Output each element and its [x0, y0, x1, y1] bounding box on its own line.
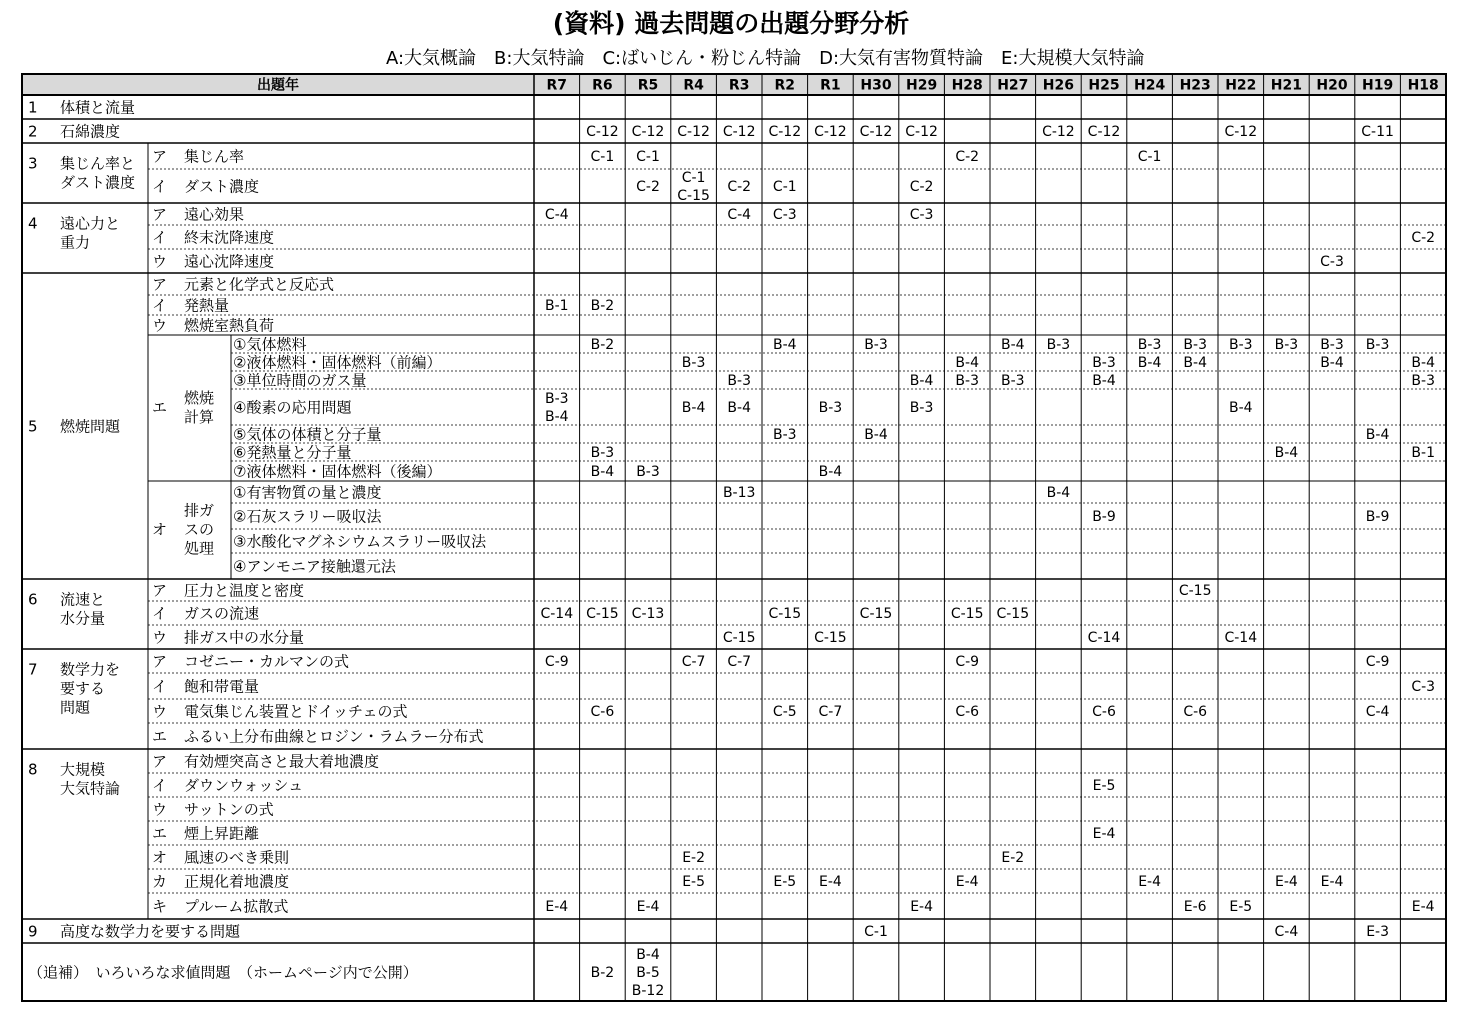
item-letter: イ	[152, 296, 168, 315]
group-number: 4	[28, 214, 38, 233]
group-name: 重力	[60, 233, 91, 252]
item-letter: ウ	[152, 316, 168, 335]
item-name: 燃焼室熱負荷	[184, 316, 275, 335]
item-name: 発熱量	[184, 296, 230, 315]
item-name: 集じん率	[184, 147, 245, 166]
cell-H20: B-3	[1320, 337, 1344, 353]
cell-H20: C-3	[1320, 254, 1344, 270]
cell-H24: B-3	[1137, 337, 1162, 353]
subject-legend: A:大気概論 B:大気特論 C:ばいじん・粉じん特論 D:大気有害物質特論 E:大規模大気特論	[386, 48, 1145, 69]
cell-H30: B-4	[864, 427, 888, 443]
header-year-R5: R5	[637, 77, 659, 94]
cell-H20: B-4	[1320, 355, 1344, 371]
header-year-H27: H27	[997, 77, 1029, 94]
group-name: 大規模	[60, 760, 106, 779]
cell-H19: C-9	[1365, 654, 1390, 670]
cell-R5: B-5	[636, 965, 660, 981]
page-title: (資料) 過去問題の出題分野分析	[552, 9, 910, 38]
cell-R7: C-14	[540, 606, 574, 622]
cell-H18: B-3	[1411, 373, 1435, 389]
cell-R6: B-3	[590, 445, 615, 461]
cell-H21: C-4	[1274, 924, 1299, 940]
sub-item-name: ②石灰スラリー吸収法	[233, 507, 382, 526]
cell-R3: C-4	[727, 207, 752, 223]
cell-H24: B-4	[1137, 355, 1162, 371]
cell-H25: B-9	[1092, 509, 1116, 525]
cell-H24: C-1	[1137, 149, 1162, 165]
cell-H28: C-9	[955, 654, 980, 670]
cell-H25: C-14	[1087, 630, 1121, 646]
header-year-H23: H23	[1179, 77, 1211, 94]
header-year-H18: H18	[1407, 77, 1439, 94]
cell-R3: C-15	[722, 630, 756, 646]
cell-R6: B-2	[590, 337, 615, 353]
cell-R4: E-2	[682, 850, 706, 866]
cell-H29: E-4	[910, 899, 934, 915]
group-name: 水分量	[60, 609, 106, 628]
header-year-H29: H29	[905, 77, 938, 94]
group-number: 7	[28, 660, 38, 679]
sub-item-name: ⑦液体燃料・固体燃料（後編）	[233, 462, 442, 481]
item-letter: ウ	[152, 628, 168, 647]
cell-R1: C-15	[814, 630, 847, 646]
sub-group-label: 排ガ	[184, 501, 215, 520]
group-number: 5	[28, 417, 38, 436]
cell-H28: C-6	[955, 704, 980, 720]
sub-item-name: ⑥発熱量と分子量	[233, 443, 352, 462]
cell-H26: B-3	[1046, 337, 1071, 353]
group-name: 石綿濃度	[60, 122, 121, 141]
item-name: サットンの式	[184, 800, 274, 819]
item-letter: キ	[152, 897, 168, 916]
cell-R3: B-13	[722, 485, 756, 501]
group-number: 3	[28, 154, 38, 173]
cell-R6: B-4	[590, 464, 615, 480]
cell-H19: E-3	[1366, 924, 1390, 940]
cell-R5: B-3	[636, 464, 660, 480]
cell-H29: B-3	[909, 400, 934, 416]
group-name: 問題	[60, 698, 91, 717]
group-name: （追補） いろいろな求値問題 （ホームページ内で公開）	[28, 963, 418, 982]
cell-R2: B-4	[773, 337, 797, 353]
header-year-H21: H21	[1270, 77, 1303, 94]
item-letter: ア	[152, 652, 168, 671]
cell-H30: C-12	[859, 124, 893, 140]
cell-H29: C-12	[905, 124, 938, 140]
header-year-R1: R1	[820, 77, 841, 94]
cell-R2: C-12	[768, 124, 802, 140]
group-number: 1	[28, 98, 38, 117]
group-name: 燃焼問題	[60, 417, 121, 436]
cell-H28: C-15	[950, 606, 984, 622]
item-name: 遠心効果	[184, 205, 245, 224]
cell-R6: B-2	[590, 965, 615, 981]
group-name: 高度な数学力を要する問題	[60, 922, 241, 941]
cell-R3: C-7	[727, 654, 752, 670]
cell-H22: C-12	[1224, 124, 1258, 140]
group-name: 大気特論	[60, 779, 121, 798]
cell-R4: C-1	[681, 170, 706, 186]
group-number: 8	[28, 760, 38, 779]
group-name: 流速と	[60, 590, 106, 609]
cell-R6: C-6	[590, 704, 615, 720]
sub-item-name: ②液体燃料・固体燃料（前編）	[233, 353, 442, 372]
group-name: 要する	[60, 679, 106, 698]
item-name: 終末沈降速度	[184, 228, 275, 247]
cell-R4: C-12	[677, 124, 710, 140]
header-year-H26: H26	[1042, 77, 1075, 94]
cell-H21: E-4	[1274, 874, 1298, 890]
cell-H24: E-4	[1138, 874, 1162, 890]
group-name: ダスト濃度	[60, 173, 136, 192]
item-name: 圧力と温度と密度	[184, 581, 305, 600]
item-name: ガスの流速	[184, 604, 260, 623]
item-name: 有効煙突高さと最大着地濃度	[184, 752, 380, 771]
item-letter: イ	[152, 228, 168, 247]
item-name: 煙上昇距離	[184, 824, 260, 843]
cell-H29: C-3	[909, 207, 934, 223]
cell-H22: C-14	[1224, 630, 1258, 646]
cell-H19: B-9	[1365, 509, 1390, 525]
cell-H25: E-5	[1092, 778, 1116, 794]
sub-group-letter: オ	[152, 520, 168, 539]
cell-H23: C-6	[1183, 704, 1208, 720]
item-letter: ア	[152, 581, 168, 600]
cell-R5: C-12	[631, 124, 665, 140]
item-letter: ア	[152, 752, 168, 771]
item-letter: イ	[152, 177, 168, 196]
item-letter: ア	[152, 275, 168, 294]
item-letter: イ	[152, 604, 168, 623]
header-year-H30: H30	[860, 77, 892, 94]
item-letter: イ	[152, 776, 168, 795]
cell-R5: C-13	[631, 606, 665, 622]
cell-R6: C-15	[586, 606, 619, 622]
cell-H22: E-5	[1229, 899, 1253, 915]
cell-H30: C-15	[859, 606, 893, 622]
cell-H20: E-4	[1320, 874, 1344, 890]
cell-R3: B-3	[727, 373, 751, 389]
cell-R4: C-15	[677, 188, 710, 204]
header-year-H19: H19	[1361, 77, 1394, 94]
cell-R5: C-2	[636, 179, 660, 195]
cell-R2: B-3	[773, 427, 797, 443]
header-year-R4: R4	[683, 77, 704, 94]
cell-R2: C-15	[768, 606, 802, 622]
item-letter: イ	[152, 677, 168, 696]
cell-H21: B-4	[1274, 445, 1299, 461]
sub-group-label: 処理	[184, 539, 215, 558]
item-letter: ウ	[152, 800, 168, 819]
header-year-label: 出題年	[257, 77, 299, 94]
group-number: 2	[28, 122, 38, 141]
cell-R5: C-1	[636, 149, 660, 165]
cell-R1: B-4	[818, 464, 843, 480]
cell-H29: B-4	[909, 373, 934, 389]
header-year-H20: H20	[1316, 77, 1348, 94]
cell-H18: C-3	[1411, 679, 1436, 695]
cell-H27: B-3	[1001, 373, 1025, 389]
item-name: 元素と化学式と反応式	[184, 275, 335, 294]
cell-R4: B-3	[681, 355, 706, 371]
header-year-H25: H25	[1088, 77, 1120, 94]
cell-H22: B-4	[1229, 400, 1253, 416]
sub-item-name: ①気体燃料	[233, 335, 307, 354]
sub-group-label: 計算	[184, 408, 215, 426]
header-year-R2: R2	[774, 77, 796, 94]
cell-H18: B-4	[1411, 355, 1435, 371]
sub-item-name: ③水酸化マグネシウムスラリー吸収法	[233, 532, 487, 551]
group-number: 9	[28, 922, 38, 941]
cell-H21: B-3	[1274, 337, 1299, 353]
cell-H28: C-2	[955, 149, 980, 165]
header-year-H24: H24	[1133, 77, 1166, 94]
cell-H27: E-2	[1001, 850, 1025, 866]
cell-H19: B-4	[1365, 427, 1390, 443]
cell-H18: E-4	[1411, 899, 1435, 915]
cell-H25: C-6	[1092, 704, 1116, 720]
cell-R1: C-12	[814, 124, 847, 140]
cell-R1: B-3	[818, 400, 843, 416]
item-letter: エ	[152, 824, 168, 843]
cell-H27: B-4	[1001, 337, 1025, 353]
cell-R5: E-4	[636, 899, 660, 915]
cell-H23: B-3	[1183, 337, 1207, 353]
cell-R7: B-3	[545, 391, 569, 407]
cell-H23: C-15	[1178, 583, 1212, 599]
cell-R7: B-4	[545, 409, 569, 425]
item-name: 電気集じん装置とドイッチェの式	[184, 702, 408, 721]
cell-R2: C-1	[772, 179, 797, 195]
item-letter: ウ	[152, 252, 168, 271]
cell-R4: C-7	[681, 654, 706, 670]
cell-H18: B-1	[1411, 445, 1435, 461]
cell-H28: E-4	[955, 874, 979, 890]
cell-R7: E-4	[545, 899, 569, 915]
item-letter: ア	[152, 147, 168, 166]
item-name: 排ガス中の水分量	[184, 628, 305, 647]
item-letter: エ	[152, 727, 168, 746]
cell-H28: B-4	[955, 355, 979, 371]
cell-H22: B-3	[1229, 337, 1253, 353]
header-year-R6: R6	[592, 77, 613, 94]
cell-R2: E-5	[773, 874, 797, 890]
item-name: ダウンウォッシュ	[184, 776, 304, 795]
sub-group-label: スの	[184, 520, 215, 539]
cell-R6: C-1	[590, 149, 615, 165]
cell-H18: C-2	[1411, 230, 1436, 246]
sub-item-name: ④酸素の応用問題	[233, 398, 352, 417]
item-letter: オ	[152, 848, 168, 867]
cell-H26: B-4	[1046, 485, 1071, 501]
group-name: 集じん率と	[60, 154, 136, 173]
cell-R3: C-2	[727, 179, 752, 195]
item-letter: ア	[152, 205, 168, 224]
cell-H25: B-3	[1092, 355, 1116, 371]
group-name: 遠心力と	[60, 214, 121, 233]
cell-R6: C-12	[586, 124, 619, 140]
item-letter: ウ	[152, 702, 168, 721]
cell-H27: C-15	[996, 606, 1030, 622]
cell-R3: B-4	[727, 400, 751, 416]
cell-H25: C-12	[1087, 124, 1121, 140]
cell-R7: C-9	[544, 654, 569, 670]
sub-item-name: ①有害物質の量と濃度	[233, 483, 382, 502]
item-name: 遠心沈降速度	[184, 252, 275, 271]
sub-item-name: ⑤気体の体積と分子量	[233, 425, 382, 444]
cell-R7: C-4	[544, 207, 569, 223]
cell-H28: B-3	[955, 373, 979, 389]
cell-R5: B-12	[631, 983, 665, 999]
cell-H26: C-12	[1042, 124, 1075, 140]
cell-H19: B-3	[1365, 337, 1390, 353]
item-name: ふるい上分布曲線とロジン・ラムラー分布式	[184, 727, 484, 746]
cell-R2: C-3	[772, 207, 797, 223]
item-name: プルーム拡散式	[184, 897, 289, 916]
header-year-H28: H28	[951, 77, 983, 94]
header-year-H22: H22	[1225, 77, 1257, 94]
cell-R4: B-4	[681, 400, 706, 416]
cell-R2: C-5	[772, 704, 797, 720]
item-name: ダスト濃度	[184, 177, 260, 196]
cell-H29: C-2	[909, 179, 934, 195]
cell-R7: B-1	[545, 298, 569, 314]
cell-H23: E-6	[1183, 899, 1207, 915]
cell-H19: C-4	[1365, 704, 1390, 720]
cell-H19: C-11	[1361, 124, 1394, 140]
group-number: 6	[28, 590, 38, 609]
header-year-R3: R3	[728, 77, 750, 94]
cell-R1: C-7	[818, 704, 843, 720]
cell-R5: B-4	[636, 947, 660, 963]
cell-H30: B-3	[864, 337, 888, 353]
group-name: 体積と流量	[60, 98, 136, 117]
header-year-R7: R7	[546, 77, 568, 94]
sub-item-name: ③単位時間のガス量	[233, 371, 367, 390]
item-name: コゼニー・カルマンの式	[184, 652, 350, 671]
sub-group-letter: エ	[152, 398, 168, 417]
group-name: 数学力を	[60, 660, 121, 679]
sub-group-label: 燃焼	[184, 389, 215, 407]
cell-R3: C-12	[722, 124, 756, 140]
cell-H25: E-4	[1092, 826, 1116, 842]
cell-H30: C-1	[864, 924, 888, 940]
cell-H23: B-4	[1183, 355, 1207, 371]
sub-item-name: ④アンモニア接触還元法	[233, 557, 396, 576]
item-name: 飽和帯電量	[184, 677, 260, 696]
item-name: 正規化着地濃度	[184, 872, 290, 891]
cell-R1: E-4	[818, 874, 842, 890]
cell-R4: E-5	[682, 874, 706, 890]
item-name: 風速のべき乗則	[184, 848, 290, 867]
item-letter: カ	[152, 872, 168, 891]
cell-H25: B-4	[1092, 373, 1116, 389]
cell-R6: B-2	[590, 298, 615, 314]
